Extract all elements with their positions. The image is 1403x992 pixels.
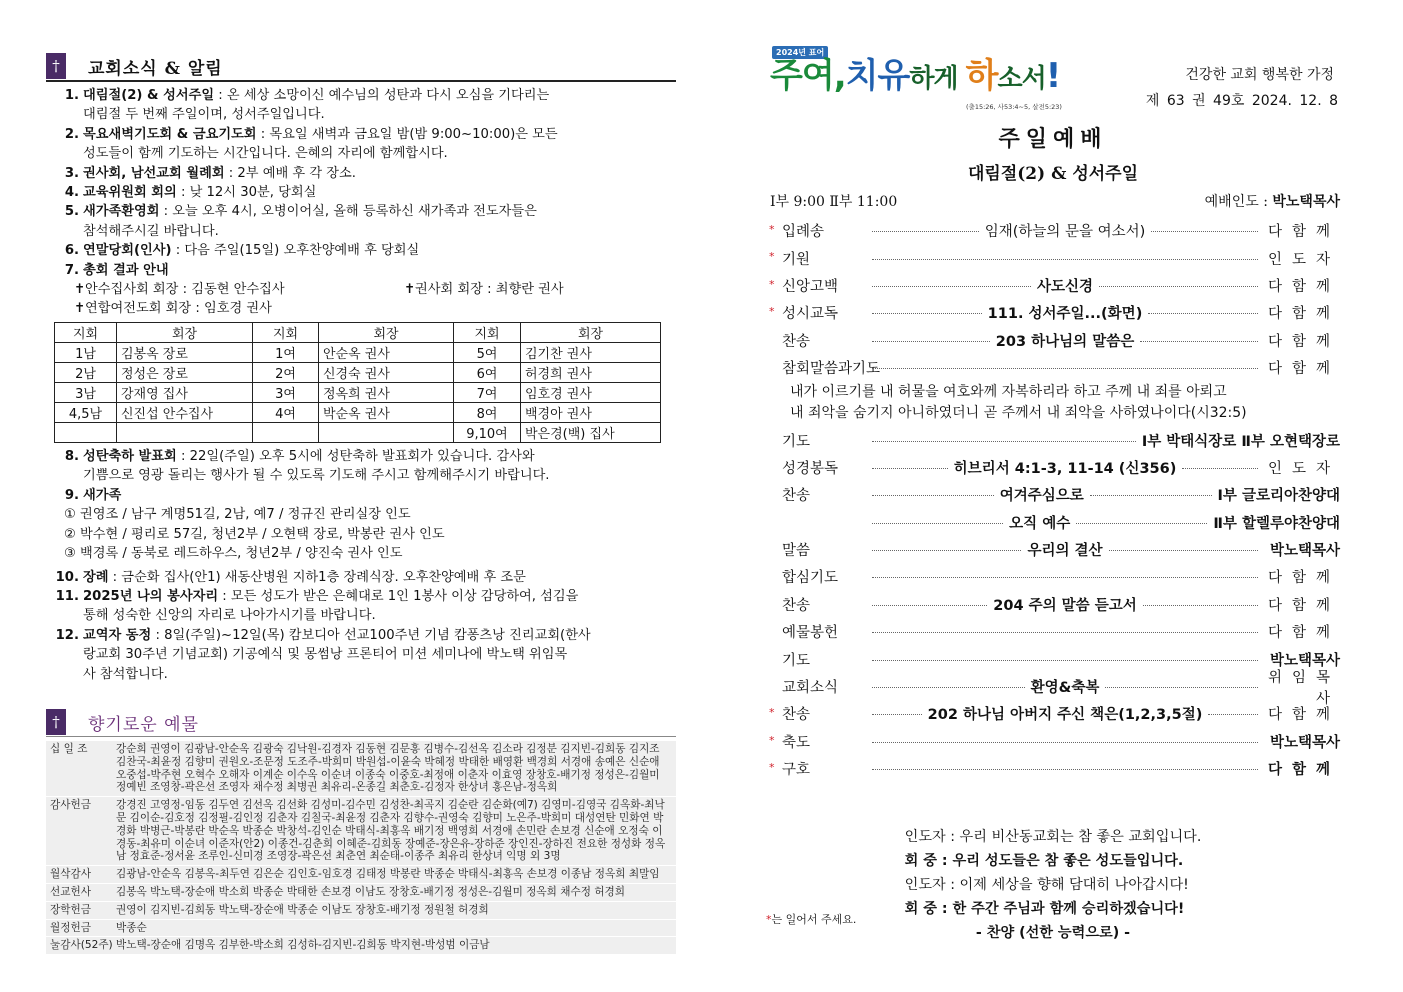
service-title: 주일예배 <box>998 126 1108 152</box>
offering-names: 김봉옥 박노택-장순애 박소희 박종순 박태한 손보경 이남도 장창호-배기정 정성은-김월미 정옥희 채수정 허경희 <box>116 885 626 898</box>
news-list-2 <box>46 447 676 505</box>
news-continuation: 랑교회 30주년 기념교회) 기공예식 및 몽썸낭 프론티어 미션 세미나에 박노택 위임목 <box>83 647 568 663</box>
leader-dots <box>1143 605 1258 606</box>
news-heading: 교육위원회 회의 <box>83 185 177 201</box>
news-number: 9. <box>64 487 79 503</box>
table-cell: 정옥희 권사 <box>319 383 454 403</box>
news-heading: 대림절(2) & 성서주일 <box>83 88 215 103</box>
order-label: 기도 <box>782 652 811 669</box>
offering-names: 강순희 권영이 김광남-안순옥 김광숙 김낙원-김경자 김동현 김문홍 김병수-김선옥 김소라 김정분 김지빈-김희동 김지조 김찬국-최윤정 김향미 권원오-조문정 도조주-박희미 박원섭-이윤숙 박혜정 박태한 배영환 백경희 서경애 송예은 신순애 오중섭-박주현 오혁수 오해자 이계순 이수옥 이순녀 이종숙 이중호-최정애 이춘자 이효영 장창호-배기정 정성은-김월미 정예빈 조영창-곽은선 조영자 채수정 최병권 최유리-온종길 최춘호-김정자 한상녀 홍은남-정옥희 <box>116 743 660 794</box>
order-label: 예물봉헌 <box>782 625 839 642</box>
news-item <box>46 447 676 466</box>
stand-star-icon: * <box>769 277 775 291</box>
table-cell <box>319 423 454 443</box>
news-number: 2. <box>64 126 79 142</box>
order-label: 말씀 <box>782 543 811 560</box>
offering-row <box>46 797 676 866</box>
table-cell: 2남 <box>55 363 117 383</box>
leader-dots <box>872 286 1031 287</box>
table-cell: 강재영 집사 <box>117 383 253 403</box>
news-heading: 총회 결과 안내 <box>83 262 169 278</box>
stand-note: *는 일어서 주세요. <box>766 913 857 926</box>
order-item: 여겨주심으로 <box>999 488 1084 505</box>
offering-names: 박종순 <box>116 921 147 934</box>
table-row <box>55 403 661 423</box>
stand-star-icon: * <box>769 223 775 236</box>
leader-dots <box>872 632 1258 633</box>
news-continuation: 참석해주시길 바랍니다. <box>83 223 219 239</box>
leader-dots <box>872 368 1258 369</box>
order-responsible: Ⅰ부 글로리아찬양대 <box>1217 488 1341 505</box>
worship-leader: 예배인도 : 박노택목사 <box>1204 194 1340 210</box>
news-title: 교회소식 & 알림 <box>88 58 223 79</box>
news-text: : 다음 주일(15일) 오후찬양예배 후 당회실 <box>171 243 420 259</box>
order-item: 우리의 결산 <box>1027 543 1103 560</box>
news-text: : 온 세상 소망이신 예수님의 성탄과 다시 오심을 기다리는 <box>214 88 550 103</box>
order-label: 구호 <box>782 762 811 779</box>
order-item: 202 하나님 아버지 주신 책은(1,2,3,5절) <box>927 707 1203 724</box>
table-cell: 2여 <box>253 363 319 383</box>
news-item <box>46 486 676 505</box>
news-number: 12. <box>55 627 79 643</box>
order-row <box>766 217 1340 244</box>
cross-icon: † <box>46 53 66 79</box>
table-cell: 6여 <box>454 363 521 383</box>
offering-names: 권영이 김지빈-김희동 박노택-장순애 박종순 이남도 장창호-배기정 정원철 허경희 <box>116 903 489 916</box>
order-label: 성시교독 <box>782 306 839 323</box>
news-continuation: 성도들이 함께 기도하는 시간입니다. 은혜의 자리에 함께합시다. <box>83 146 448 162</box>
slogan-line: 회 중 : 한 주간 주님과 함께 승리하겠습니다! <box>904 901 1185 917</box>
news-heading: 교역자 동정 <box>83 627 152 643</box>
order-label: 찬송 <box>782 597 811 614</box>
news-text: : 2부 예배 후 각 장소. <box>224 165 356 181</box>
news-number: 11. <box>55 588 79 604</box>
new-member-item: ③ 백경록 / 동북로 레드하우스, 청년2부 / 양진숙 권사 인도 <box>64 546 403 562</box>
leader-dots <box>872 742 1258 743</box>
news-continuation: 통해 성숙한 신앙의 자리로 나아가시기를 바랍니다. <box>83 608 376 624</box>
church-motto: 건강한 교회 행복한 가정 <box>1185 67 1334 83</box>
order-responsible: 인도자 <box>1267 460 1341 477</box>
news-item <box>46 626 676 645</box>
leader-dots <box>872 468 948 469</box>
order-responsible: 다함께 <box>1267 597 1340 614</box>
news-list <box>46 86 676 280</box>
news-heading: 성탄축하 발표회 <box>83 449 177 465</box>
verse-line: 내 죄악을 숨기지 아니하였더니 곧 주께서 내 죄악을 사하였나이다(시32:5) <box>790 405 1247 422</box>
news-heading: 연말당회(인사) <box>83 243 172 259</box>
order-item: 임재(하늘의 문을 여소서) <box>984 224 1146 241</box>
order-row <box>766 299 1340 326</box>
table-cell: 임호경 권사 <box>521 383 661 403</box>
order-label: 기원 <box>782 251 811 268</box>
offering-row <box>46 884 676 902</box>
leader-dots <box>1076 523 1207 524</box>
table-cell: 신진섭 안수집사 <box>117 403 253 423</box>
offering-table <box>46 741 676 955</box>
leader-dots <box>1151 231 1258 232</box>
news-continuation: 대림절 두 번째 주일이며, 성서주일입니다. <box>83 107 325 123</box>
order-row <box>766 509 1340 536</box>
news-item <box>46 125 676 144</box>
news-heading: 새가족 <box>83 487 122 503</box>
yearly-motto-logo: 주여,치유하게 하소서! <box>770 56 1061 96</box>
leader-dots <box>872 714 922 715</box>
leader-dots <box>872 687 1025 688</box>
offering-label: 십 일 조 <box>50 743 88 755</box>
table-cell: 정성은 장로 <box>117 363 253 383</box>
order-item: 오직 예수 <box>1009 515 1071 532</box>
leader-dots <box>872 769 1258 770</box>
news-heading: 권사회, 남선교회 월례회 <box>83 165 225 181</box>
order-row <box>766 327 1340 354</box>
news-number: 1. <box>64 88 79 103</box>
table-cell: 9,10여 <box>454 423 521 443</box>
table-cell: 3남 <box>55 383 117 403</box>
issue-info: 제 63 권 49호 2024. 12. 8 <box>1145 93 1338 109</box>
order-label: 찬송 <box>782 488 811 505</box>
table-row <box>55 363 661 383</box>
table-row <box>55 343 661 363</box>
leader-dots <box>872 313 982 314</box>
order-responsible: 다함께 <box>1267 361 1340 378</box>
news-item <box>46 202 676 221</box>
column-header: 지회 <box>55 323 117 343</box>
order-row <box>766 272 1340 299</box>
leader-dots <box>872 495 994 496</box>
stand-star-icon: * <box>769 305 775 319</box>
order-item: 111. 성서주일...(화면) <box>987 306 1143 323</box>
news-item <box>46 86 676 105</box>
news-item <box>46 261 676 280</box>
order-row <box>766 244 1340 271</box>
table-cell: 4,5남 <box>55 403 117 423</box>
order-of-worship <box>766 217 1340 782</box>
order-responsible: 다함께 <box>1267 224 1341 241</box>
leader-dots <box>872 441 1136 442</box>
leader-dots <box>1140 341 1258 342</box>
order-row <box>766 618 1340 645</box>
order-row <box>766 645 1340 672</box>
column-header: 회장 <box>521 323 661 343</box>
council-line-2 <box>46 299 676 318</box>
order-responsible: Ⅰ부 박태식장로 Ⅱ부 오현택장로 <box>1141 433 1340 450</box>
order-responsible: 다함께 <box>1267 625 1340 642</box>
new-member-item: ① 권영조 / 남구 계명51길, 2남, 예7 / 정규진 관리실장 인도 <box>64 507 411 523</box>
table-cell: 김기찬 권사 <box>521 343 661 363</box>
order-row <box>766 481 1340 508</box>
council-line-1 <box>46 280 676 299</box>
order-row <box>766 354 1340 381</box>
table-cell: 박은경(백) 집사 <box>521 423 661 443</box>
offering-names: 강경진 고영정-임동 김두연 김선옥 김선화 김성미-김수민 김성찬-최곡지 김순란 김순화(예7) 김영미-김영국 김옥화-최낙문 김이순-김호정 김정필-김인정 김춘자 김칠국-최윤정 김춘자 김향수-권영숙 김향미 노은주-박희미 대성연탄 민화연 박경화 박병근-박봉란 박순옥 박종순 박창석-김인순 박태식-최홍옥 배기정 백영희 서경애 손민란 손보경 신순애 오정숙 이경동-최유미 이순녀 이준자(안2) 이종건-김춘희 이혜준-김희동 장예준-장은유-장하준 장인진-장하진 전요한 정성화 정옥남 정효준-정서윤 조루인-신미경 조영장-곽은선 최춘연 최순태-이종주 최유리 한상녀 익명 외 3명 <box>116 799 666 863</box>
order-row <box>766 728 1340 755</box>
order-responsible: 인도자 <box>1267 251 1340 268</box>
cross-icon: † <box>46 709 66 735</box>
news-item <box>46 587 676 606</box>
offering-label: 장학헌금 <box>50 903 91 916</box>
news-text: : 8일(주일)~12일(목) 캄보디아 선교100주년 기념 캄퐁츠낭 진리교회(한사 <box>151 627 591 643</box>
column-header: 지회 <box>253 323 319 343</box>
news-list-3 <box>46 568 676 684</box>
column-header: 회장 <box>319 323 454 343</box>
news-item <box>46 568 676 587</box>
order-responsible: 다함께 <box>1267 306 1340 323</box>
news-column <box>46 52 676 684</box>
news-text: : 모든 성도가 받은 은혜대로 1인 1봉사 이상 감당하여, 섬김을 <box>218 588 579 604</box>
leader-dots <box>872 550 1021 551</box>
offering-title: 향기로운 예물 <box>88 714 199 735</box>
service-times-row <box>770 191 1340 211</box>
news-number: 3. <box>64 165 79 181</box>
news-heading: 목요새벽기도회 & 금요기도회 <box>83 126 257 142</box>
offering-row <box>46 866 676 884</box>
leader-dots <box>872 660 1258 661</box>
news-text: : 금순화 집사(안1) 새동산병원 지하1층 장례식장. 오후찬양예배 후 조문 <box>108 569 526 585</box>
leader-dots <box>872 259 1258 260</box>
column-header: 회장 <box>117 323 253 343</box>
order-item: 사도신경 <box>1036 278 1094 295</box>
offering-label: 감사헌금 <box>50 799 91 812</box>
order-label: 참회말씀과기도 <box>782 361 881 378</box>
leader-dots <box>1109 550 1258 551</box>
news-heading: 장례 <box>83 569 109 585</box>
table-row <box>55 383 661 403</box>
order-responsible: 위임목사 <box>1267 669 1340 707</box>
news-number: 8. <box>64 449 79 465</box>
offering-section <box>46 708 676 955</box>
news-text: : 낮 12시 30분, 당회실 <box>176 185 317 201</box>
offering-names: 김광남-안순옥 김봉옥-최두연 김은순 김인호-임호경 김태정 박봉란 박종순 박태식-최홍옥 손보경 이종남 정옥희 최말임 <box>116 868 660 881</box>
leader-dots <box>872 605 987 606</box>
stand-star-icon: * <box>769 706 775 720</box>
offering-label: 선교헌사 <box>50 885 91 898</box>
news-heading: 새가족환영회 <box>83 204 160 220</box>
table-cell: 7여 <box>454 383 521 403</box>
news-text: : 오늘 오후 4시, 오병이어실, 올해 등록하신 새가족과 전도자들은 <box>159 204 537 220</box>
motto-year-badge: 2024년 표어 <box>772 46 828 59</box>
table-cell <box>55 423 117 443</box>
order-row <box>766 536 1340 563</box>
order-label: 교회소식 <box>782 680 839 697</box>
order-label: 찬송 <box>782 707 811 724</box>
order-row <box>766 454 1340 481</box>
order-responsible: 다함께 <box>1267 762 1340 779</box>
order-item: 204 주의 말씀 듣고서 <box>993 597 1137 614</box>
offering-names: 박노택-장순애 김명옥 김부한-박소희 김성하-김지빈-김희동 박지현-박성범 이금남 <box>116 939 490 952</box>
council-a: ✝안수집사회 회장 : 김동현 안수집사 <box>74 282 285 298</box>
table-cell: 허경희 권사 <box>521 363 661 383</box>
order-label: 입례송 <box>782 224 825 241</box>
order-responsible: 다함께 <box>1267 278 1340 295</box>
offering-label: 눌감사(52주) <box>50 939 113 952</box>
order-responsible: 박노택목사 <box>1269 734 1340 751</box>
stand-star-icon: * <box>769 761 775 775</box>
leader-dots <box>872 523 1003 524</box>
order-row <box>766 426 1340 453</box>
motto-reference: (출15:26, 사53:4~5, 살전5:23) <box>966 103 1062 111</box>
order-row <box>766 591 1340 618</box>
table-cell: 8여 <box>454 403 521 423</box>
table-cell: 백경아 권사 <box>521 403 661 423</box>
order-label: 축도 <box>782 734 811 751</box>
table-cell: 1남 <box>55 343 117 363</box>
order-responsible: 다함께 <box>1267 707 1341 724</box>
order-responsible: 다함께 <box>1267 570 1340 587</box>
offering-header <box>46 708 676 737</box>
leader-dots <box>872 231 979 232</box>
order-label: 성경봉독 <box>782 460 839 477</box>
slogan-lines <box>905 825 1202 921</box>
news-text: : 22일(주일) 오후 5시에 성탄축하 발표회가 있습니다. 감사와 <box>176 449 535 465</box>
table-cell: 1여 <box>253 343 319 363</box>
leader-dots <box>1090 495 1212 496</box>
news-number: 4. <box>64 185 79 201</box>
slogan-line: 인도자 : 우리 비산동교회는 참 좋은 교회입니다. <box>904 829 1202 845</box>
responsive-slogan <box>766 825 1340 945</box>
new-member-item: ② 박수현 / 평리로 57길, 청년2부 / 오현택 장로, 박봉란 권사 인도 <box>64 526 445 542</box>
slogan-line: 인도자 : 이제 세상을 향해 담대히 나아갑시다! <box>904 877 1189 893</box>
offering-label: 월삭감사 <box>50 868 91 881</box>
leader-dots <box>1148 313 1258 314</box>
table-cell: 안순옥 권사 <box>319 343 454 363</box>
order-row <box>766 563 1340 590</box>
news-item <box>46 241 676 260</box>
news-number: 10. <box>55 569 79 585</box>
order-responsible: 다함께 <box>1267 333 1341 350</box>
order-row <box>766 700 1340 727</box>
leader-dots <box>1105 687 1258 688</box>
column-header: 지회 <box>454 323 521 343</box>
news-continuation: 기쁨으로 영광 돌리는 행사가 될 수 있도록 기도해 주시고 함께해주시기 바랍니다. <box>83 468 550 484</box>
table-cell: 4여 <box>253 403 319 423</box>
news-number: 7. <box>64 262 79 278</box>
order-label: 찬송 <box>782 333 811 350</box>
leader-dots <box>872 341 990 342</box>
order-responsible: 박노택목사 <box>1269 652 1340 669</box>
service-subtitle: 대림절(2) & 성서주일 <box>967 164 1139 184</box>
stand-star-icon: * <box>769 250 775 264</box>
stand-star-icon: * <box>769 733 775 747</box>
table-cell: 김봉옥 장로 <box>117 343 253 363</box>
table-header <box>55 323 661 343</box>
order-row <box>766 669 1340 707</box>
order-item: 203 하나님의 말씀은 <box>995 333 1135 350</box>
news-text: : 목요일 새벽과 금요일 밤(밤 9:00~10:00)은 모든 <box>256 126 558 142</box>
offering-label: 월정헌금 <box>50 921 91 934</box>
table-row <box>55 423 661 443</box>
leader-dots <box>1182 468 1258 469</box>
news-number: 6. <box>64 243 79 259</box>
order-label: 합심기도 <box>782 570 839 587</box>
slogan-line: 회 중 : 우리 성도들은 참 좋은 성도들입니다. <box>904 853 1184 869</box>
service-times: Ⅰ부 9:00 Ⅱ부 11:00 <box>770 194 898 210</box>
confession-verse <box>766 382 1340 424</box>
order-responsible: 박노택목사 <box>1269 543 1340 560</box>
verse-line: 내가 이르기를 내 허물을 여호와께 자복하리라 하고 주께 내 죄를 아뢰고 <box>790 384 1227 401</box>
offering-row <box>46 920 676 938</box>
leader-dots <box>872 577 1258 578</box>
order-label: 기도 <box>782 433 811 450</box>
news-number: 5. <box>64 204 79 220</box>
table-cell: 3여 <box>253 383 319 403</box>
order-row <box>766 755 1340 782</box>
offering-row <box>46 741 676 797</box>
news-header <box>46 52 676 82</box>
offering-row <box>46 937 676 955</box>
table-cell: 박순옥 권사 <box>319 403 454 423</box>
order-responsible: Ⅱ부 할렐루야찬양대 <box>1213 515 1341 532</box>
leader-dots <box>1099 286 1258 287</box>
table-cell: 5여 <box>454 343 521 363</box>
table-cell <box>253 423 319 443</box>
news-continuation: 사 참석합니다. <box>83 666 168 682</box>
new-members-list <box>46 505 676 563</box>
news-heading: 2025년 나의 봉사자리 <box>83 588 219 604</box>
council-c: ✝연합여전도회 회장 : 임호경 권사 <box>74 301 272 317</box>
council-b: ✝권사회 회장 : 최향란 권사 <box>404 282 564 298</box>
table-cell: 신경숙 권사 <box>319 363 454 383</box>
order-item: 환영&축복 <box>1030 680 1100 697</box>
closing-hymn: - 찬양 (선한 능력으로) - <box>975 925 1131 941</box>
table-cell <box>117 423 253 443</box>
news-item <box>46 183 676 202</box>
order-item: 히브리서 4:1-3, 11-14 (신356) <box>953 460 1177 477</box>
council-table <box>54 322 661 443</box>
order-label: 신앙고백 <box>782 278 839 295</box>
leader-dots <box>1208 714 1258 715</box>
news-item <box>46 164 676 183</box>
offering-row <box>46 902 676 920</box>
